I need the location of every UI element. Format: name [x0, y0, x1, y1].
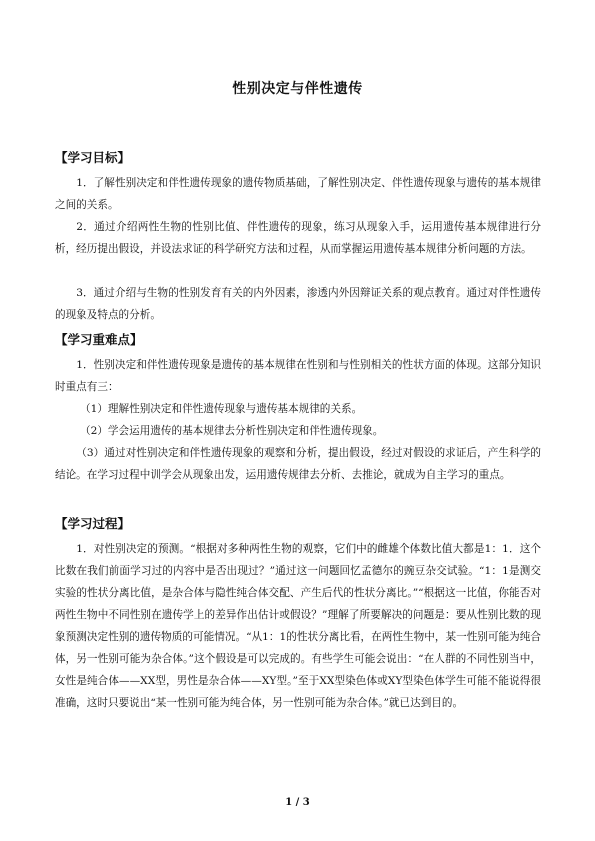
section-heading-goals: 【学习目标】 [55, 150, 131, 165]
goal-item-2: 2．通过介绍两性生物的性别比值、伴性遗传的现象，练习从现象入手，运用遗传基本规律进行分析，经历提出假设，并设法求证的科学研究方法和过程，从而掌握运用遗传基本规律分析问题的方法。 [55, 221, 541, 255]
key-point-sub-1: （1）理解性别决定和伴性遗传现象与遗传基本规律的关系。 [80, 403, 363, 415]
section-heading-key-points: 【学习重难点】 [55, 332, 143, 347]
key-point-intro: 1．性别决定和伴性遗传现象是遗传的基本规律在性别和与性别相关的性状方面的体现。这部分知识时重点有三： [55, 359, 541, 393]
process-paragraph-1: 1．对性别决定的预测。“根据对多种两性生物的观察，它们中的雌雄个体数比值大都是1：1．这个比数在我们前面学习过的内容中是否出现过？”通过这一问题回忆孟德尔的豌豆杂交试验。“1：1是测交实验的性状分离比值，是杂合体与隐性纯合体交配、产生后代的性状分离比。”“根据这一比值，你能否对两性生物中不同性别在遗传学上的差异作出估计或假设？”理解了所要解决的问题是：要从性别比数的现象预测决定性别的遗传物质的可能情况。“从1：1的性状分离比看，在两性生物中，某一性别可能为纯合体，另一性别可能为杂合体。”这个假设是可以完成的。有些学生可能会说出：“在人群的不同性别当中，女性是纯合体——XX型，男性是杂合体——XY型。”至于XX型染色体或XY型染色体学生可能不能说得很准确，这时只要说出“某一性别可能为纯合体，另一性别可能为杂合体。”就已达到目的。 [55, 543, 541, 709]
page-number: 1 / 3 [285, 797, 310, 808]
key-point-sub-3: （3）通过对性别决定和伴性遗传现象的观察和分析，提出假设，经过对假设的求证后，产生科学的结论。在学习过程中训学会从现象出发，运用遗传规律去分析、去推论，就成为自主学习的重点。 [55, 447, 541, 481]
section-heading-process: 【学习过程】 [55, 516, 131, 531]
goal-item-1: 1．了解性别决定和伴性遗传现象的遗传物质基础，了解性别决定、伴性遗传现象与遗传的基本规律之间的关系。 [55, 177, 541, 211]
document-title: 性别决定与伴性遗传 [232, 81, 363, 97]
key-point-sub-2: （2）学会运用遗传的基本规律去分析性别决定和伴性遗传现象。 [80, 425, 384, 437]
goal-item-3: 3．通过介绍与生物的性别发育有关的内外因素，渗透内外因辩证关系的观点教育。通过对伴性遗传的现象及特点的分析。 [55, 287, 541, 321]
